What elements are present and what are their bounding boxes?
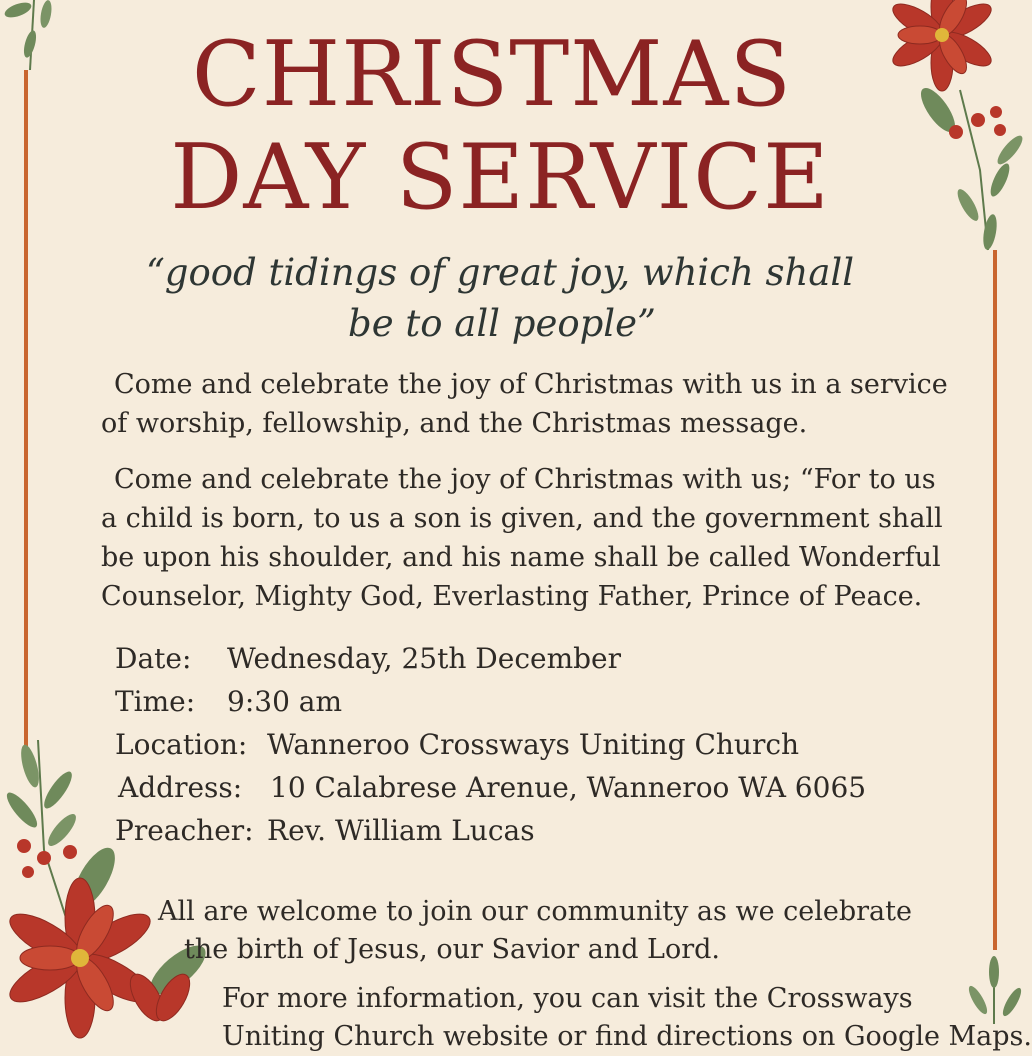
border-line-right (993, 250, 997, 950)
address-value: 10 Calabrese Arenue, Wanneroo WA 6065 (270, 771, 867, 804)
leaf-sprig-bottom-right-icon (960, 950, 1024, 1024)
info-line-2: Uniting Church website or find directions on Google Maps. (222, 1021, 1032, 1052)
date-label: Date: (115, 642, 192, 675)
intro-line-1: Come and celebrate the joy of Christmas with us in a service (114, 369, 948, 400)
address-label: Address: (118, 771, 243, 804)
welcome-line-2: the birth of Jesus, our Savior and Lord. (184, 934, 721, 965)
welcome-line-1: All are welcome to join our community as we celebrate (158, 896, 912, 927)
info-line-1: For more information, you can visit the Crossways (222, 983, 913, 1014)
date-value: Wednesday, 25th December (227, 642, 621, 675)
time-label: Time: (115, 685, 196, 718)
verse-line-1: Come and celebrate the joy of Christmas with us; “For to us (114, 464, 936, 495)
detail-row-preacher (115, 811, 535, 851)
title-line-2: DAY SERVICE (170, 125, 830, 230)
detail-row-date (115, 639, 621, 679)
verse-line-2: a child is born, to us a son is given, and the government shall (101, 503, 943, 534)
title-line-1: CHRISTMAS (191, 22, 793, 127)
preacher-label: Preacher: (115, 814, 254, 847)
intro-line-2: of worship, fellowship, and the Christmas message. (101, 408, 808, 439)
location-value: Wanneroo Crossways Uniting Church (267, 728, 800, 761)
scripture-quote-line-2: be to all people” (348, 302, 656, 345)
detail-row-address (118, 768, 866, 808)
location-label: Location: (115, 728, 248, 761)
scripture-quote-line-1: “good tidings of great joy, which shall (145, 251, 855, 294)
detail-row-location (115, 725, 799, 765)
preacher-value: Rev. William Lucas (267, 814, 535, 847)
detail-row-time (115, 682, 342, 722)
verse-line-4: Counselor, Mighty God, Everlasting Father, Prince of Peace. (101, 581, 923, 612)
time-value: 9:30 am (227, 685, 343, 718)
verse-line-3: be upon his shoulder, and his name shall be called Wonderful (101, 542, 941, 573)
